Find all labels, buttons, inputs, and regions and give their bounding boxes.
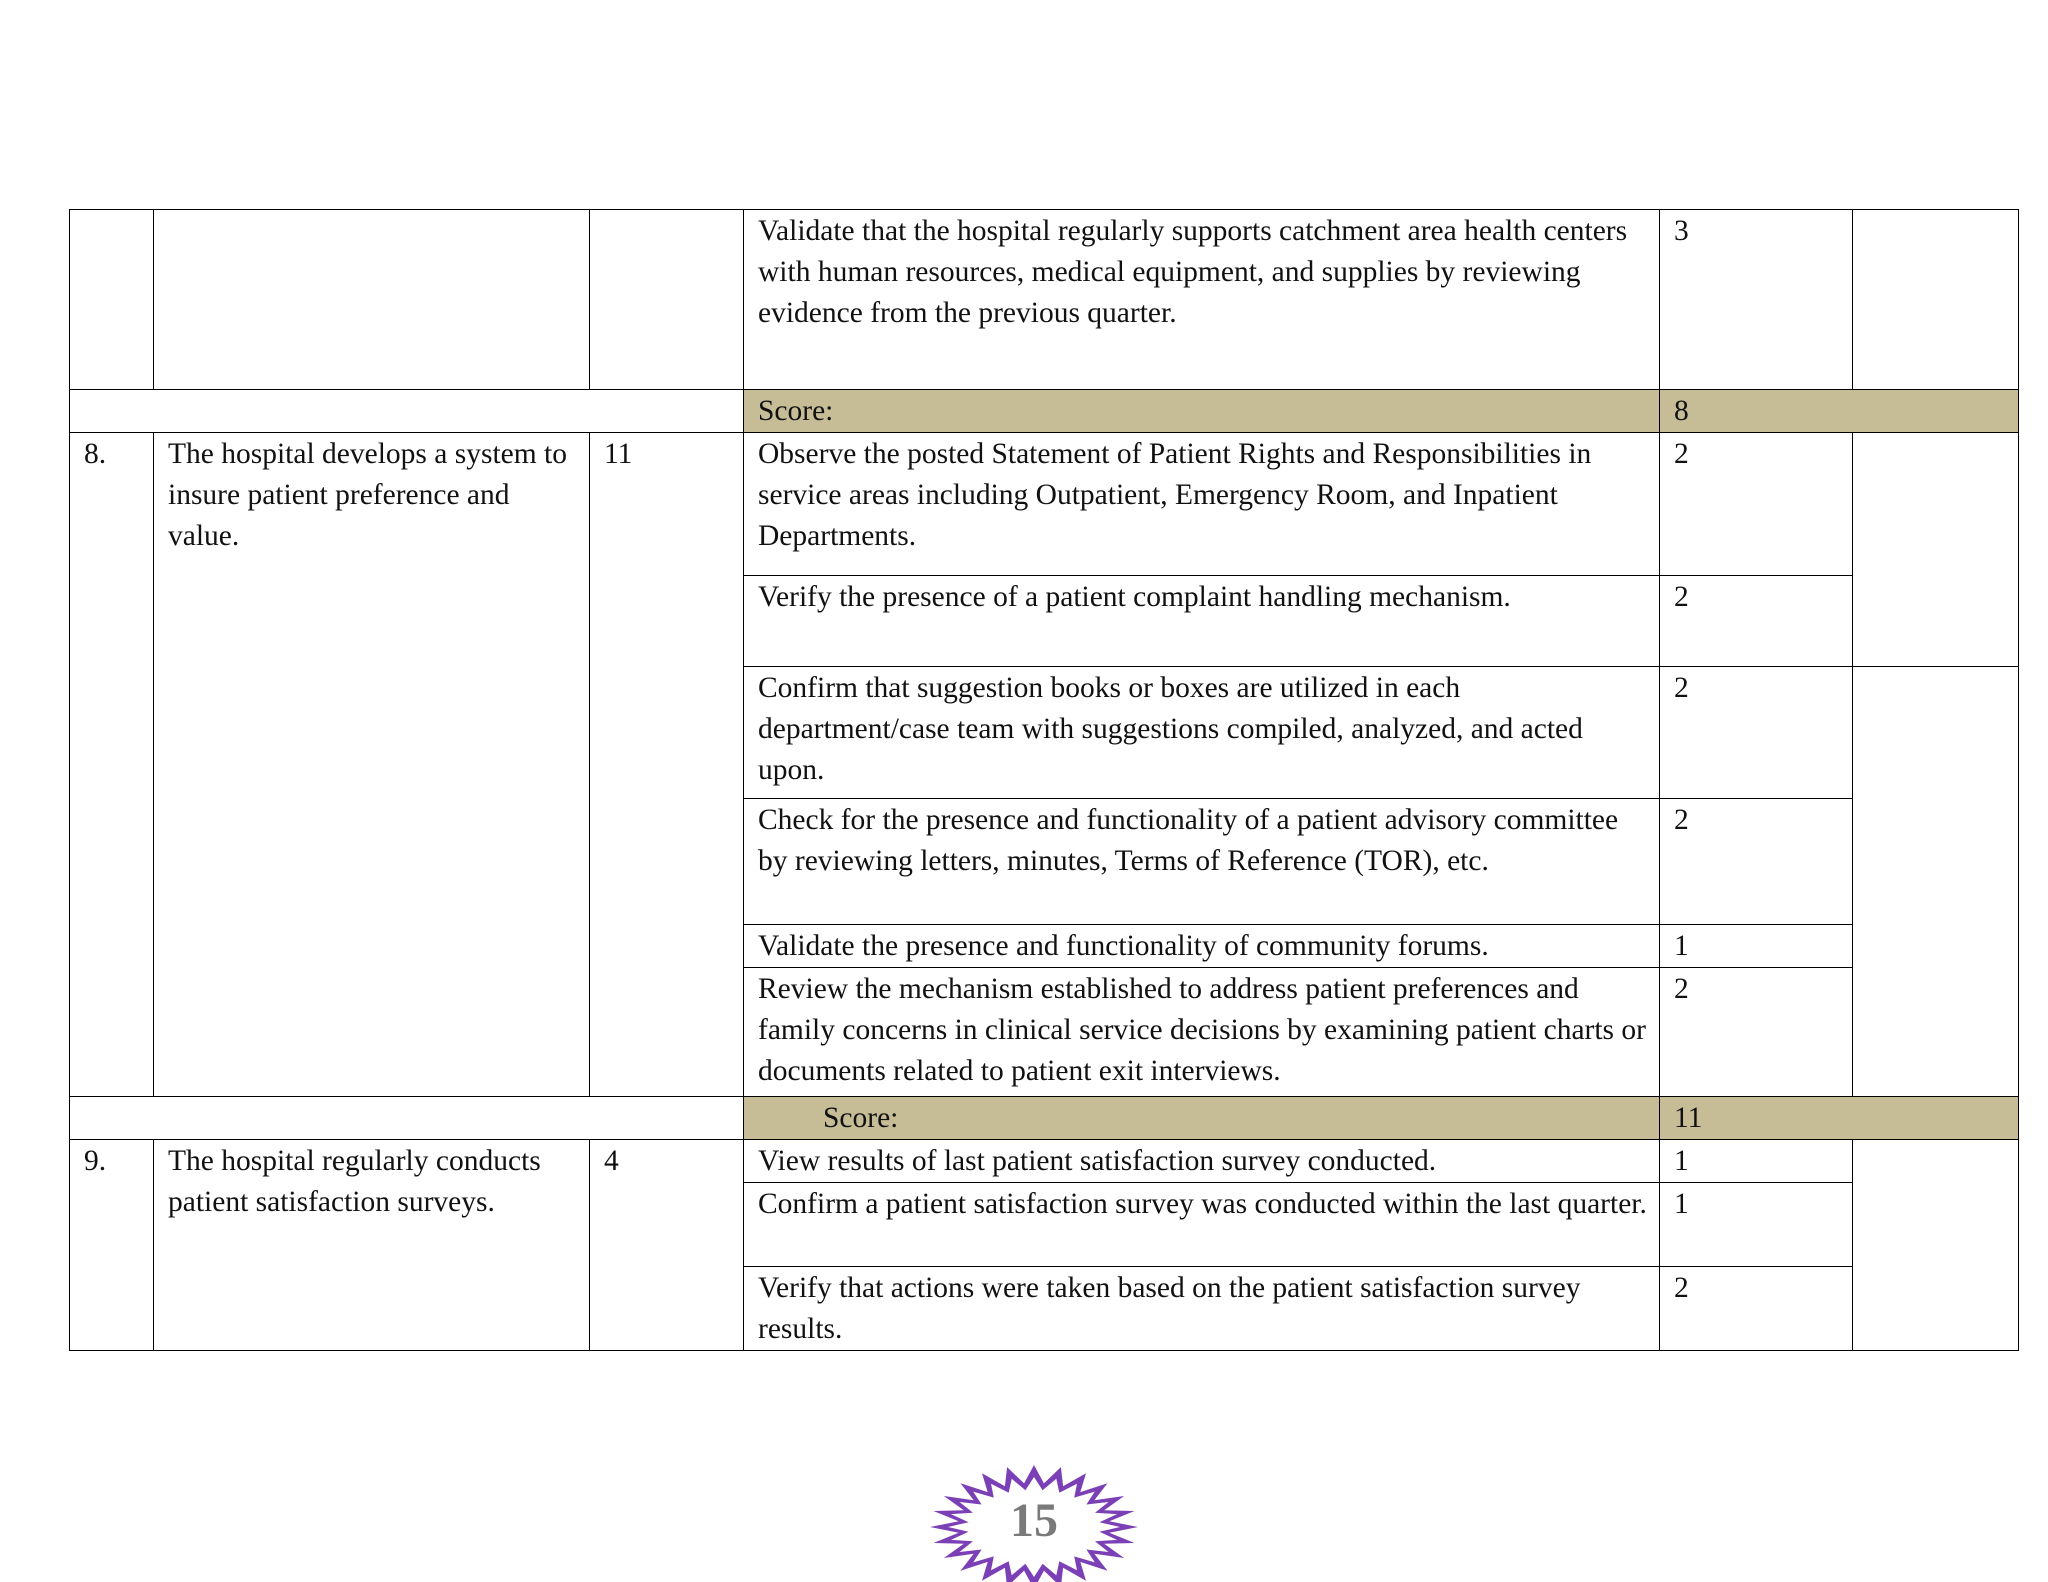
criterion-cell: Verify that actions were taken based on the patient satisfaction survey results. xyxy=(744,1267,1660,1351)
score-row xyxy=(70,1097,2019,1140)
score-value: 11 xyxy=(1660,1097,2019,1140)
result-cell xyxy=(1853,1140,2019,1351)
page-number: 15 xyxy=(1010,1494,1058,1547)
standard-description: The hospital develops a system to insure patient preference and value. xyxy=(154,433,590,1097)
points-cell: 1 xyxy=(1660,1140,1853,1183)
page-number-badge xyxy=(928,1461,1140,1582)
criterion-cell: Check for the presence and functionality of a patient advisory committee by reviewing letters, minutes, Terms of Reference (TOR), etc. xyxy=(744,799,1660,925)
criterion-cell: Validate that the hospital regularly supports catchment area health centers with human resources, medical equipment, and supplies by reviewing evidence from the previous quarter. xyxy=(744,210,1660,390)
result-cell xyxy=(1853,433,2019,667)
points-cell: 1 xyxy=(1660,1183,1853,1267)
points-cell: 1 xyxy=(1660,925,1853,968)
standard-number-cell xyxy=(70,210,154,390)
standard-number: 9. xyxy=(70,1140,154,1351)
points-cell: 2 xyxy=(1660,1267,1853,1351)
criterion-cell: Verify the presence of a patient complaint handling mechanism. xyxy=(744,576,1660,667)
criterion-cell: Validate the presence and functionality of community forums. xyxy=(744,925,1660,968)
standard-max-cell xyxy=(590,210,744,390)
criterion-cell: Confirm a patient satisfaction survey was conducted within the last quarter. xyxy=(744,1183,1660,1267)
standard-max-points: 4 xyxy=(590,1140,744,1351)
score-value: 8 xyxy=(1660,390,2019,433)
score-label: Score: xyxy=(744,1097,1660,1140)
result-cell xyxy=(1853,667,2019,1097)
standard-max-points: 11 xyxy=(590,433,744,1097)
standard-number: 8. xyxy=(70,433,154,1097)
table-row xyxy=(70,1140,2019,1183)
criterion-cell: View results of last patient satisfaction survey conducted. xyxy=(744,1140,1660,1183)
score-row xyxy=(70,390,2019,433)
points-cell: 2 xyxy=(1660,433,1853,576)
points-cell: 2 xyxy=(1660,799,1853,925)
criterion-cell: Observe the posted Statement of Patient Rights and Responsibilities in service areas including Outpatient, Emergency Room, and Inpatient Departments. xyxy=(744,433,1660,576)
standard-description: The hospital regularly conducts patient satisfaction surveys. xyxy=(154,1140,590,1351)
assessment-table xyxy=(69,209,2019,1351)
table-row xyxy=(70,210,2019,390)
standard-text-cell xyxy=(154,210,590,390)
criterion-cell: Review the mechanism established to address patient preferences and family concerns in clinical service decisions by examining patient charts or documents related to patient exit interviews. xyxy=(744,968,1660,1097)
points-cell: 3 xyxy=(1660,210,1853,390)
criterion-cell: Confirm that suggestion books or boxes are utilized in each department/case team with suggestions compiled, analyzed, and acted upon. xyxy=(744,667,1660,799)
score-spacer-cell xyxy=(70,390,744,433)
score-label: Score: xyxy=(744,390,1660,433)
result-cell xyxy=(1853,210,2019,390)
score-spacer-cell xyxy=(70,1097,744,1140)
points-cell: 2 xyxy=(1660,968,1853,1097)
points-cell: 2 xyxy=(1660,576,1853,667)
points-cell: 2 xyxy=(1660,667,1853,799)
table-row xyxy=(70,433,2019,576)
